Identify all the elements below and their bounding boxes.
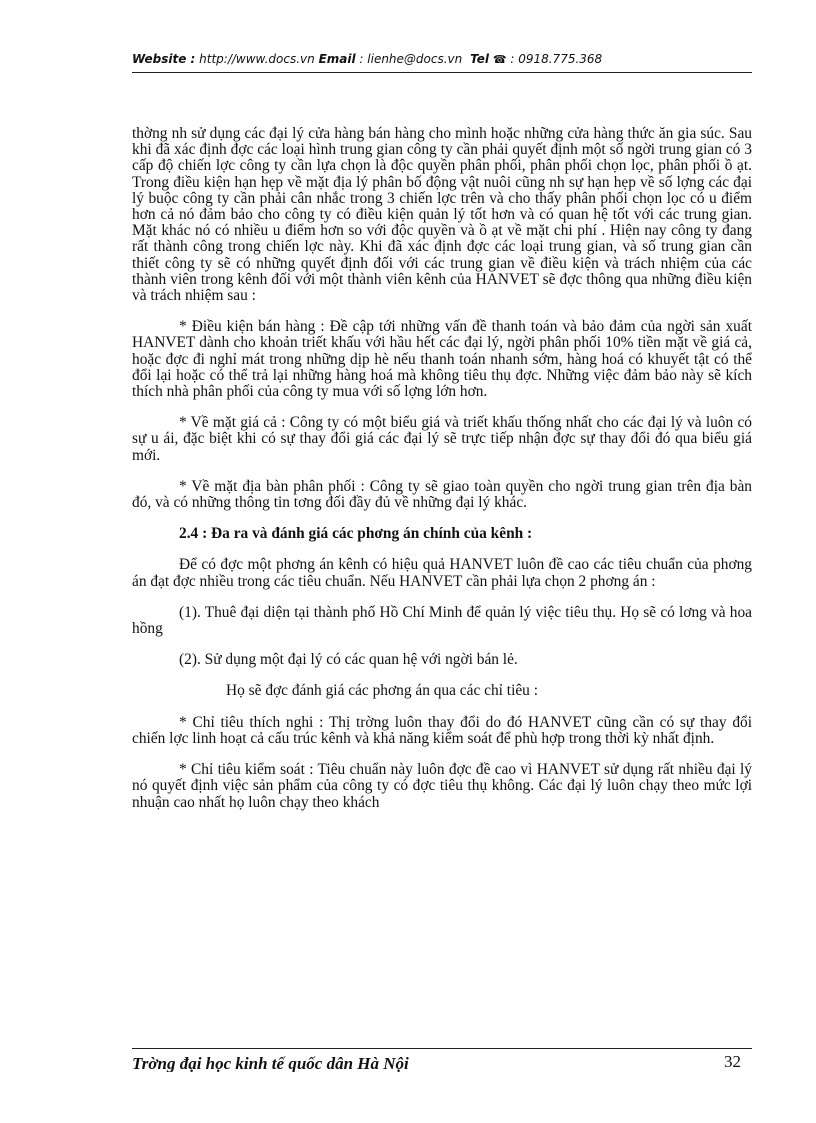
paragraph: (2). Sử dụng một đại lý có các quan hệ với ngời bán lẻ. xyxy=(179,651,518,669)
footer-divider xyxy=(132,1048,752,1049)
tel-label: Tel xyxy=(470,52,489,66)
document-body xyxy=(132,126,752,826)
paragraph: Họ sẽ đợc đánh giá các phơng án qua các chỉ tiêu : xyxy=(226,682,538,700)
tel-value: : 0918.775.368 xyxy=(510,52,603,66)
paragraph: Để có đợc một phơng án kênh có hiệu quả HANVET luôn đề cao các tiêu chuẩn của phơng án đạt đợc nhiều trong các tiêu chuẩn. Nếu HANVET cần phải lựa chọn 2 phơng án : xyxy=(132,556,752,590)
paragraph: * Chỉ tiêu thích nghi : Thị trờng luôn thay đổi do đó HANVET cũng cần có sự thay đổi chiến lợc linh hoạt cả cấu trúc kênh và khả năng kiểm soát để phù hợp trong thời kỳ nhất định. xyxy=(132,713,752,747)
header-divider xyxy=(132,72,752,73)
page-number: 32 xyxy=(724,1052,741,1071)
footer-title: Trờng đại học kinh tế quốc dân Hà Nội xyxy=(132,1054,409,1072)
paragraph: (1). Thuê đại diện tại thành phố Hồ Chí Minh để quản lý việc tiêu thụ. Họ sẽ có lơng và hoa hồng xyxy=(132,603,752,638)
email-label: Email xyxy=(318,52,356,66)
paragraph: * Về mặt địa bàn phân phối : Công ty sẽ giao toàn quyền cho ngời trung gian trên địa bàn đó, và có những thông tin tơng đối đầy đủ về những đại lý khác. xyxy=(132,477,752,512)
paragraph: thờng nh sử dụng các đại lý cửa hàng bán hàng cho mình hoặc những cửa hàng thức ăn gia súc. Sau khi đã xác định đợc các loại hình trung gian công ty cần phải quyết định một số ngời trung gian có 3 cấp độ chiến lợc công ty cần lựa chọn là độc quyền phân phối, phân phối chọn lọc, phân phối ồ ạt. Trong điều kiện hạn hẹp về mặt địa lý phân bố động vật nuôi cũng nh sự hạn hẹp về số lợng các đại lý buộc công ty cần phải cân nhắc trong 3 chiến lợc trên và cho thấy phân phối chọn lọc có u điểm hơn cả nó đảm bảo cho công ty có điều kiện quản lý tốt hơn và có quan hệ tốt với các trung gian. Mặt khác nó có nhiều u điểm hơn so với độc quyền và ồ ạt về mặt chi phí . Hiện nay công ty đang rất thành công trong chiến lợc này. Khi đã xác định đợc các loại trung gian, và số trung gian cần thiết công ty sẽ có những quyết định đối với các trung gian về điều kiện và trách nhiệm của các thành viên trong kênh đối với một thành viên kênh của HANVET sẽ đợc thông qua những điều kiện và trách nhiệm sau : xyxy=(132,125,752,305)
email-link[interactable]: : lienhe@docs.vn xyxy=(359,52,463,66)
section-heading: 2.4 : Đa ra và đánh giá các phơng án chính của kênh : xyxy=(179,525,533,543)
paragraph: * Điều kiện bán hàng : Đề cập tới những vấn đề thanh toán và bảo đảm của ngời sản xuất HANVET dành cho khoản triết khấu với hầu hết các đại lý, ngời phân phối 10% tiền mặt về giá cả, hoặc đợc đi nghỉ mát trong những dịp hè nếu thanh toán nhanh sớm, hàng hoá có khuyết tật có thể đổi lại hoặc có thể trả lại những hàng hoá mà không tiêu thụ đợc. Những việc đảm bảo này sẽ kích thích nhà phân phối của công ty mua với số lợng lớn hơn. xyxy=(132,318,752,401)
page-header xyxy=(132,52,752,66)
paragraph: * Chỉ tiêu kiểm soát : Tiêu chuẩn này luôn đợc đề cao vì HANVET sử dụng rất nhiều đại lý nó quyết định việc sản phẩm của công ty có đợc tiêu thụ không. Các đại lý luôn chạy theo mức lợi nhuận cao nhất họ luôn chạy theo khách xyxy=(132,761,752,811)
paragraph: * Về mặt giá cả : Công ty có một biểu giá và triết khấu thống nhất cho các đại lý và luôn có sự u ái, đặc biệt khi có sự thay đổi giá các đại lý sẽ trực tiếp nhận đợc sự thay đổi đó qua biểu giá mới. xyxy=(132,414,752,464)
website-link[interactable]: http://www.docs.vn xyxy=(199,52,315,66)
phone-icon: ☎ xyxy=(492,53,507,66)
website-label: Website : xyxy=(132,52,196,66)
